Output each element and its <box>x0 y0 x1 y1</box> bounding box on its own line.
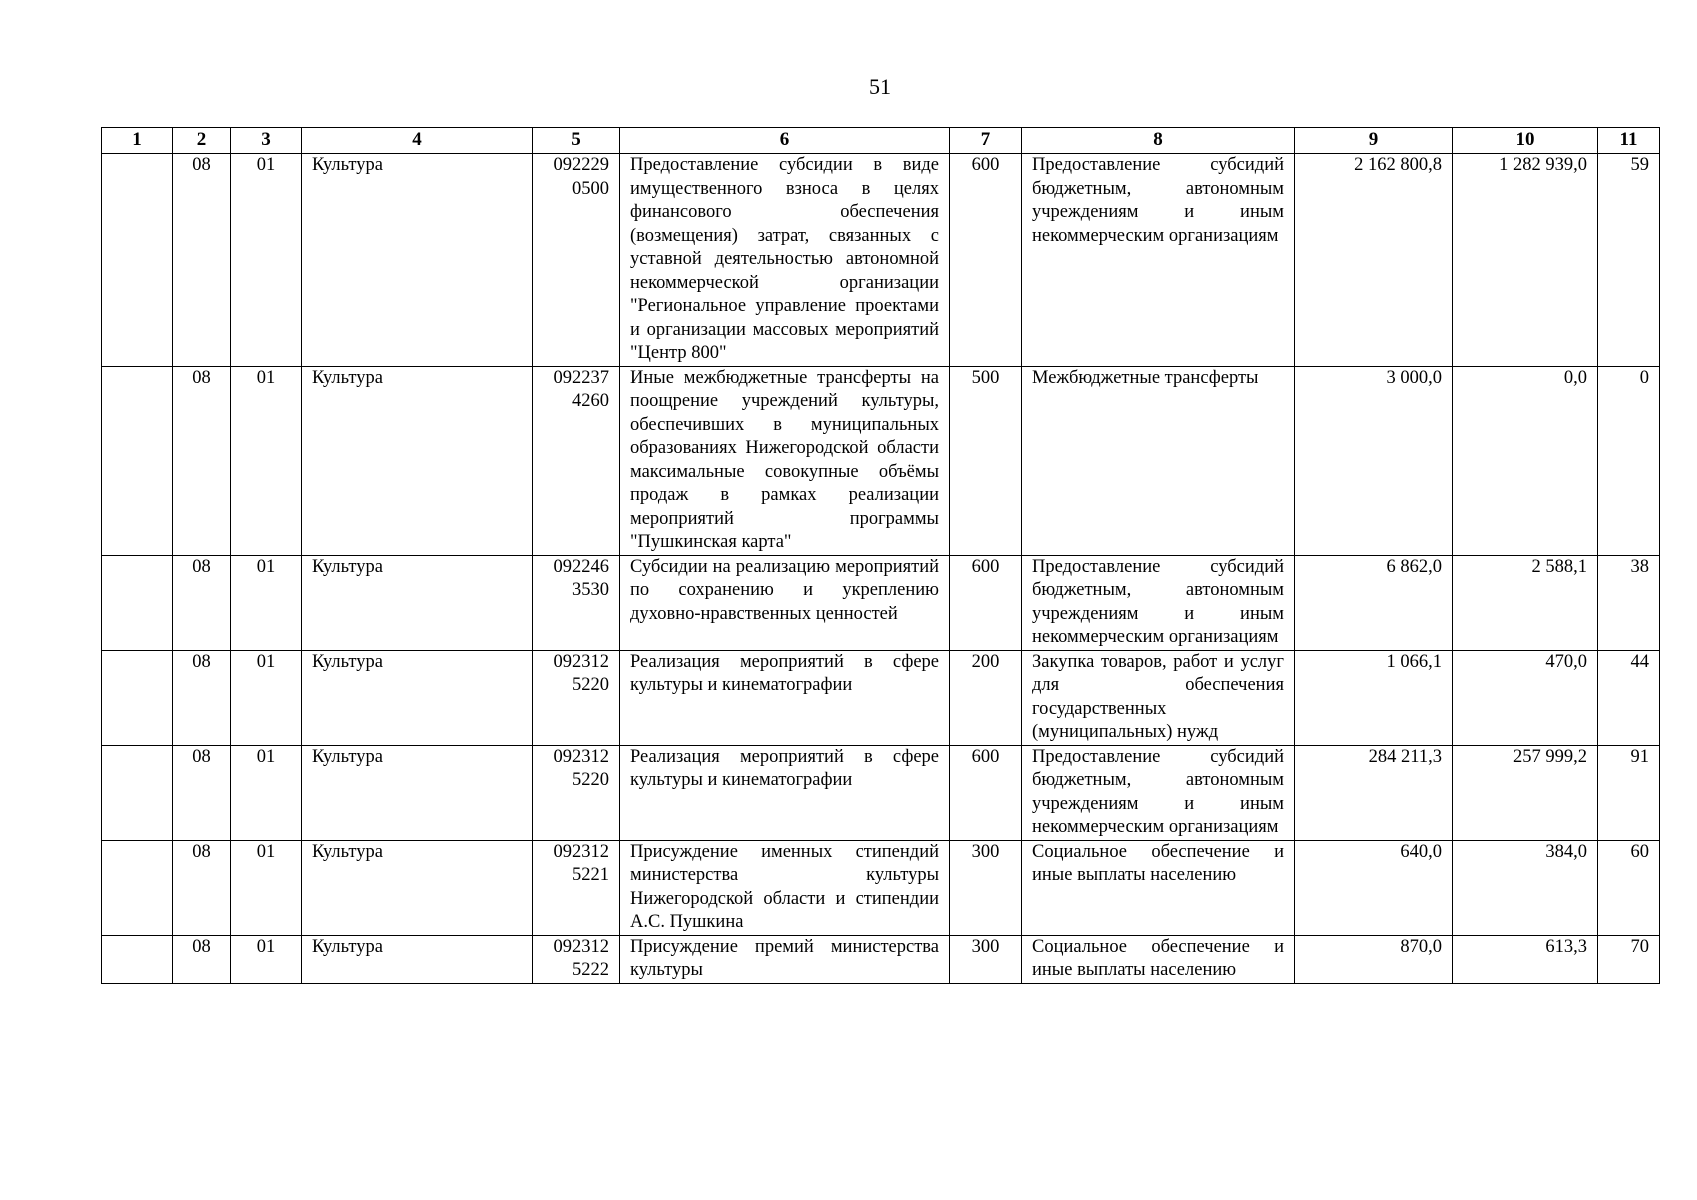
table-body <box>102 154 1660 984</box>
cell-col-9: 3 000,0 <box>1295 366 1453 555</box>
cell-description: Реализация мероприятий в сфере культуры и кинематографии <box>620 745 950 840</box>
cell-description: Присуждение именных стипендий министерства культуры Нижегородской области и стипендии А.С. Пушкина <box>620 840 950 935</box>
cell-section-name: Культура <box>302 366 533 555</box>
table-row <box>102 650 1660 745</box>
cell-col-11: 59 <box>1598 154 1660 367</box>
cell-expense-type: 500 <box>950 366 1022 555</box>
cell-section-name: Культура <box>302 650 533 745</box>
cell-section-name: Культура <box>302 745 533 840</box>
table-row <box>102 935 1660 983</box>
cell-section-name: Культура <box>302 154 533 367</box>
cell-section: 08 <box>173 650 231 745</box>
cell-section-name: Культура <box>302 555 533 650</box>
cell-expense-type-name: Межбюджетные трансферты <box>1022 366 1295 555</box>
cell-section: 08 <box>173 840 231 935</box>
cell-col-1 <box>102 650 173 745</box>
cell-col-11: 70 <box>1598 935 1660 983</box>
cell-target-code: 092312 5220 <box>533 650 620 745</box>
cell-expense-type-name: Социальное обеспечение и иные выплаты населению <box>1022 840 1295 935</box>
cell-col-1 <box>102 840 173 935</box>
cell-col-10: 613,3 <box>1453 935 1598 983</box>
page-number: 51 <box>869 74 891 99</box>
cell-subsection: 01 <box>231 555 302 650</box>
cell-expense-type: 200 <box>950 650 1022 745</box>
cell-expense-type: 600 <box>950 555 1022 650</box>
header-col-8: 8 <box>1022 128 1295 154</box>
header-col-9: 9 <box>1295 128 1453 154</box>
cell-col-9: 870,0 <box>1295 935 1453 983</box>
cell-col-9: 284 211,3 <box>1295 745 1453 840</box>
cell-subsection: 01 <box>231 840 302 935</box>
header-col-10: 10 <box>1453 128 1598 154</box>
cell-target-code: 092312 5221 <box>533 840 620 935</box>
cell-description: Субсидии на реализацию мероприятий по сохранению и укреплению духовно-нравственных ценностей <box>620 555 950 650</box>
cell-col-11: 0 <box>1598 366 1660 555</box>
cell-target-code: 092246 3530 <box>533 555 620 650</box>
header-col-3: 3 <box>231 128 302 154</box>
header-col-1: 1 <box>102 128 173 154</box>
cell-col-11: 38 <box>1598 555 1660 650</box>
table-row <box>102 840 1660 935</box>
cell-expense-type: 300 <box>950 840 1022 935</box>
header-col-5: 5 <box>533 128 620 154</box>
cell-col-10: 2 588,1 <box>1453 555 1598 650</box>
cell-expense-type-name: Предоставление субсидий бюджетным, автономным учреждениям и иным некоммерческим организациям <box>1022 154 1295 367</box>
cell-col-9: 2 162 800,8 <box>1295 154 1453 367</box>
cell-col-10: 0,0 <box>1453 366 1598 555</box>
header-row <box>102 128 1660 154</box>
cell-section: 08 <box>173 154 231 367</box>
table-header <box>102 128 1660 154</box>
cell-section-name: Культура <box>302 935 533 983</box>
cell-subsection: 01 <box>231 935 302 983</box>
budget-table <box>101 127 1660 984</box>
cell-target-code: 092237 4260 <box>533 366 620 555</box>
cell-col-1 <box>102 745 173 840</box>
cell-subsection: 01 <box>231 366 302 555</box>
header-col-6: 6 <box>620 128 950 154</box>
table-row <box>102 555 1660 650</box>
cell-target-code: 092312 5220 <box>533 745 620 840</box>
cell-col-10: 1 282 939,0 <box>1453 154 1598 367</box>
cell-col-1 <box>102 154 173 367</box>
header-col-2: 2 <box>173 128 231 154</box>
cell-col-1 <box>102 935 173 983</box>
header-col-11: 11 <box>1598 128 1660 154</box>
cell-col-10: 384,0 <box>1453 840 1598 935</box>
cell-section: 08 <box>173 935 231 983</box>
cell-expense-type-name: Закупка товаров, работ и услуг для обеспечения государственных (муниципальных) нужд <box>1022 650 1295 745</box>
cell-expense-type-name: Предоставление субсидий бюджетным, автономным учреждениям и иным некоммерческим организациям <box>1022 745 1295 840</box>
cell-col-10: 257 999,2 <box>1453 745 1598 840</box>
cell-description: Реализация мероприятий в сфере культуры и кинематографии <box>620 650 950 745</box>
cell-expense-type-name: Социальное обеспечение и иные выплаты населению <box>1022 935 1295 983</box>
cell-description: Предоставление субсидии в виде имущественного взноса в целях финансового обеспечения (возмещения) затрат, связанных с уставной деятельностью автономной некоммерческой организации "Региональное управление проектами и организации массовых мероприятий "Центр 800" <box>620 154 950 367</box>
header-col-4: 4 <box>302 128 533 154</box>
cell-col-11: 91 <box>1598 745 1660 840</box>
table-row <box>102 154 1660 367</box>
cell-expense-type: 600 <box>950 154 1022 367</box>
cell-target-code: 092229 0500 <box>533 154 620 367</box>
cell-col-11: 44 <box>1598 650 1660 745</box>
cell-col-1 <box>102 366 173 555</box>
cell-section-name: Культура <box>302 840 533 935</box>
cell-expense-type: 300 <box>950 935 1022 983</box>
cell-expense-type-name: Предоставление субсидий бюджетным, автономным учреждениям и иным некоммерческим организациям <box>1022 555 1295 650</box>
cell-col-9: 6 862,0 <box>1295 555 1453 650</box>
cell-col-9: 1 066,1 <box>1295 650 1453 745</box>
cell-subsection: 01 <box>231 154 302 367</box>
cell-subsection: 01 <box>231 650 302 745</box>
cell-section: 08 <box>173 366 231 555</box>
cell-col-11: 60 <box>1598 840 1660 935</box>
cell-description: Иные межбюджетные трансферты на поощрение учреждений культуры, обеспечивших в муниципальных образованиях Нижегородской области максимальные совокупные объёмы продаж в рамках реализации мероприятий программы "Пушкинская карта" <box>620 366 950 555</box>
header-col-7: 7 <box>950 128 1022 154</box>
cell-target-code: 092312 5222 <box>533 935 620 983</box>
cell-section: 08 <box>173 745 231 840</box>
cell-col-10: 470,0 <box>1453 650 1598 745</box>
cell-col-1 <box>102 555 173 650</box>
cell-section: 08 <box>173 555 231 650</box>
cell-expense-type: 600 <box>950 745 1022 840</box>
cell-description: Присуждение премий министерства культуры <box>620 935 950 983</box>
cell-col-9: 640,0 <box>1295 840 1453 935</box>
table-row <box>102 745 1660 840</box>
cell-subsection: 01 <box>231 745 302 840</box>
table-row <box>102 366 1660 555</box>
